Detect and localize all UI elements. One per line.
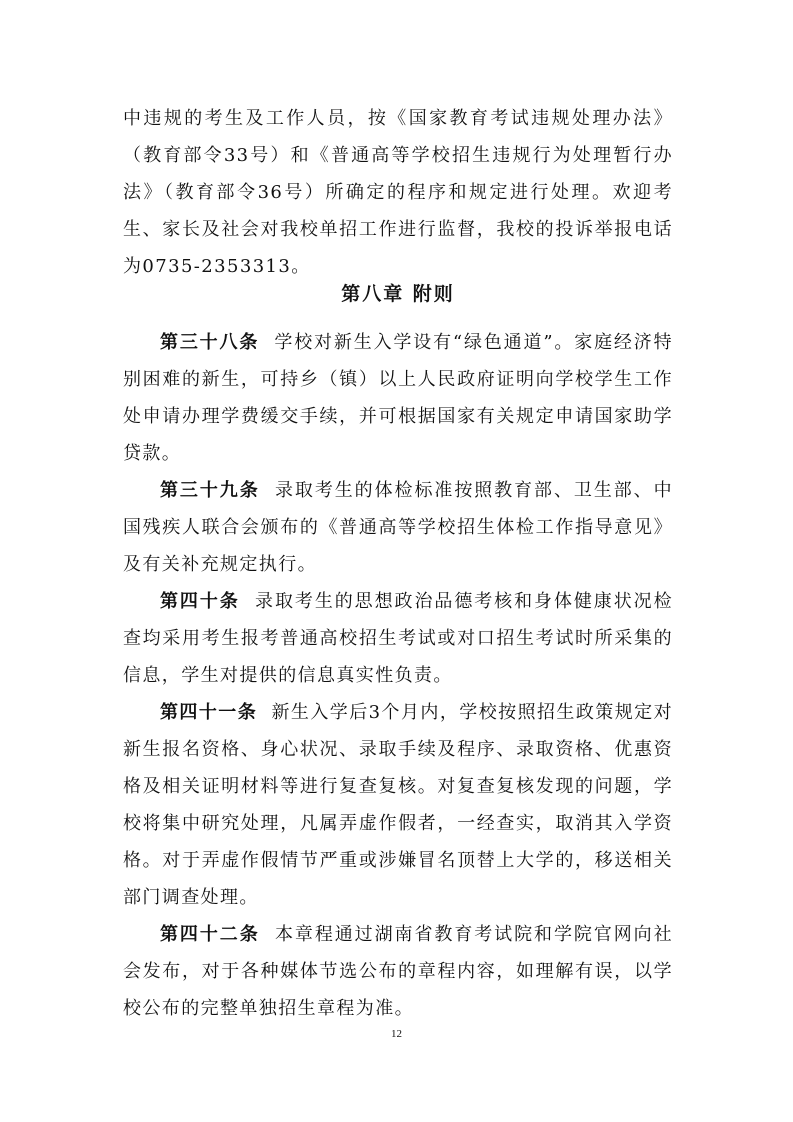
page-number: 12 bbox=[391, 1028, 402, 1040]
article-42 bbox=[123, 916, 673, 1027]
article-text: 录取考生的体检标准按照教育部、卫生部、中国残疾人联合会颁布的《普通高等学校招生体检工作指导意见》及有关补充规定执行。 bbox=[123, 480, 674, 575]
article-label: 第三十九条 bbox=[160, 480, 260, 501]
article-label: 第三十八条 bbox=[160, 332, 260, 353]
chapter-title: 第八章 附则 bbox=[341, 283, 455, 305]
article-label: 第四十条 bbox=[160, 591, 240, 612]
article-38 bbox=[123, 324, 673, 472]
article-39 bbox=[123, 472, 673, 583]
article-text: 录取考生的思想政治品德考核和身体健康状况检查均采用考生报考普通高校招生考试或对口招生考试时所采集的信息，学生对提供的信息真实性负责。 bbox=[123, 591, 673, 686]
intro-block bbox=[123, 100, 673, 285]
article-41 bbox=[123, 694, 673, 916]
article-label: 第四十二条 bbox=[160, 924, 260, 945]
article-text: 学校对新生入学设有“绿色通道”。家庭经济特别困难的新生，可持乡（镇）以上人民政府证明向学校学生工作处申请办理学费缓交手续，并可根据国家有关规定申请国家助学贷款。 bbox=[123, 332, 674, 464]
article-text: 新生入学后3个月内，学校按照招生政策规定对新生报名资格、身心状况、录取手续及程序、录取资格、优惠资格及相关证明材料等进行复查复核。对复查复核发现的问题，学校将集中研究处理，凡属弄虚作假者，一经查实，取消其入学资格。对于弄虚作假情节严重或涉嫌冒名顶替上大学的，移送相关部门调查处理。 bbox=[123, 702, 673, 908]
article-text: 本章程通过湖南省教育考试院和学院官网向社会发布，对于各种媒体节选公布的章程内容，如理解有误，以学校公布的完整单独招生章程为准。 bbox=[123, 924, 674, 1019]
intro-paragraph: 中违规的考生及工作人员，按《国家教育考试违规处理办法》（教育部令33号）和《普通高等学校招生违规行为处理暂行办法》（教育部令36号）所确定的程序和规定进行处理。欢迎考生、家长及社会对我校单招工作进行监督，我校的投诉举报电话为0735-2353313。 bbox=[123, 108, 673, 277]
article-label: 第四十一条 bbox=[160, 702, 258, 723]
articles-block bbox=[123, 324, 673, 1027]
article-40 bbox=[123, 583, 673, 694]
